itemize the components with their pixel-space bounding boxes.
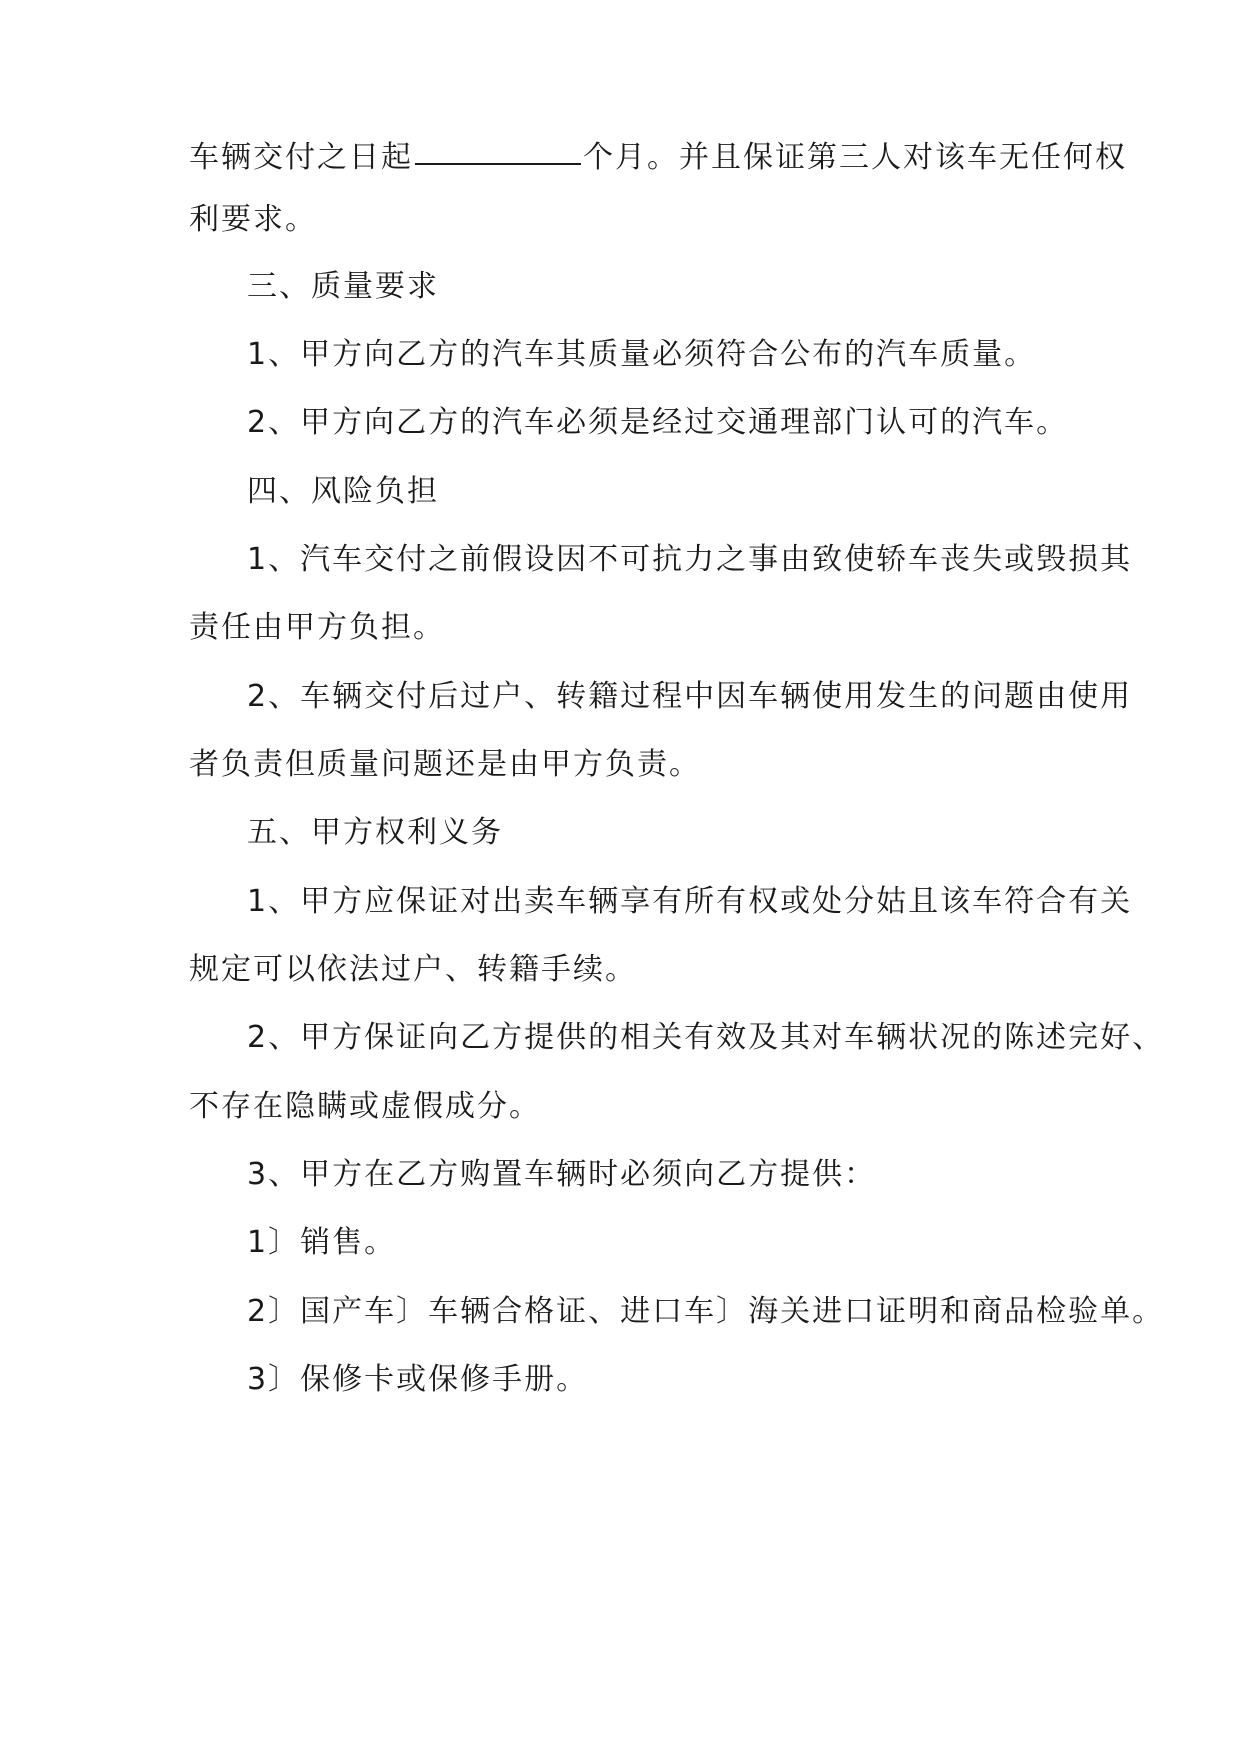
- text-segment: 车辆交付之日起: [189, 140, 413, 175]
- section-heading: 三、质量要求: [247, 269, 439, 304]
- list-item: 3〕保修卡或保修手册。: [247, 1362, 589, 1397]
- paragraph-line: 规定可以依法过户、转籍手续。: [189, 952, 637, 987]
- text-segment: 个月。并且保证第三人对该车无任何权: [583, 140, 1127, 175]
- fill-in-blank: [415, 133, 581, 165]
- paragraph-line: 不存在隐瞒或虚假成分。: [189, 1089, 541, 1124]
- list-item: 2〕国产车〕车辆合格证、进口车〕海关进口证明和商品检验单。: [247, 1294, 1165, 1329]
- paragraph-line: 2、车辆交付后过户、转籍过程中因车辆使用发生的问题由使用: [247, 679, 1133, 714]
- section-heading: 五、甲方权利义务: [247, 815, 503, 850]
- list-item: 1〕销售。: [247, 1225, 397, 1260]
- paragraph-line: 利要求。: [189, 202, 317, 237]
- paragraph-line: 3、甲方在乙方购置车辆时必须向乙方提供：: [247, 1157, 877, 1192]
- paragraph-line: 责任由甲方负担。: [189, 610, 445, 645]
- section-heading: 四、风险负担: [247, 474, 439, 509]
- paragraph-line: 1、甲方向乙方的汽车其质量必须符合公布的汽车质量。: [247, 337, 1037, 372]
- paragraph-line: 者负责但质量问题还是由甲方负责。: [189, 747, 701, 782]
- paragraph-line: 1、汽车交付之前假设因不可抗力之事由致使轿车丧失或毁损其: [247, 542, 1133, 577]
- paragraph-line: 2、甲方向乙方的汽车必须是经过交通理部门认可的汽车。: [247, 405, 1069, 440]
- paragraph-line: 1、甲方应保证对出卖车辆享有所有权或处分姑且该车符合有关: [247, 884, 1133, 919]
- paragraph-line: 2、甲方保证向乙方提供的相关有效及其对车辆状况的陈述完好、: [247, 1020, 1165, 1055]
- paragraph-line: [189, 135, 1127, 178]
